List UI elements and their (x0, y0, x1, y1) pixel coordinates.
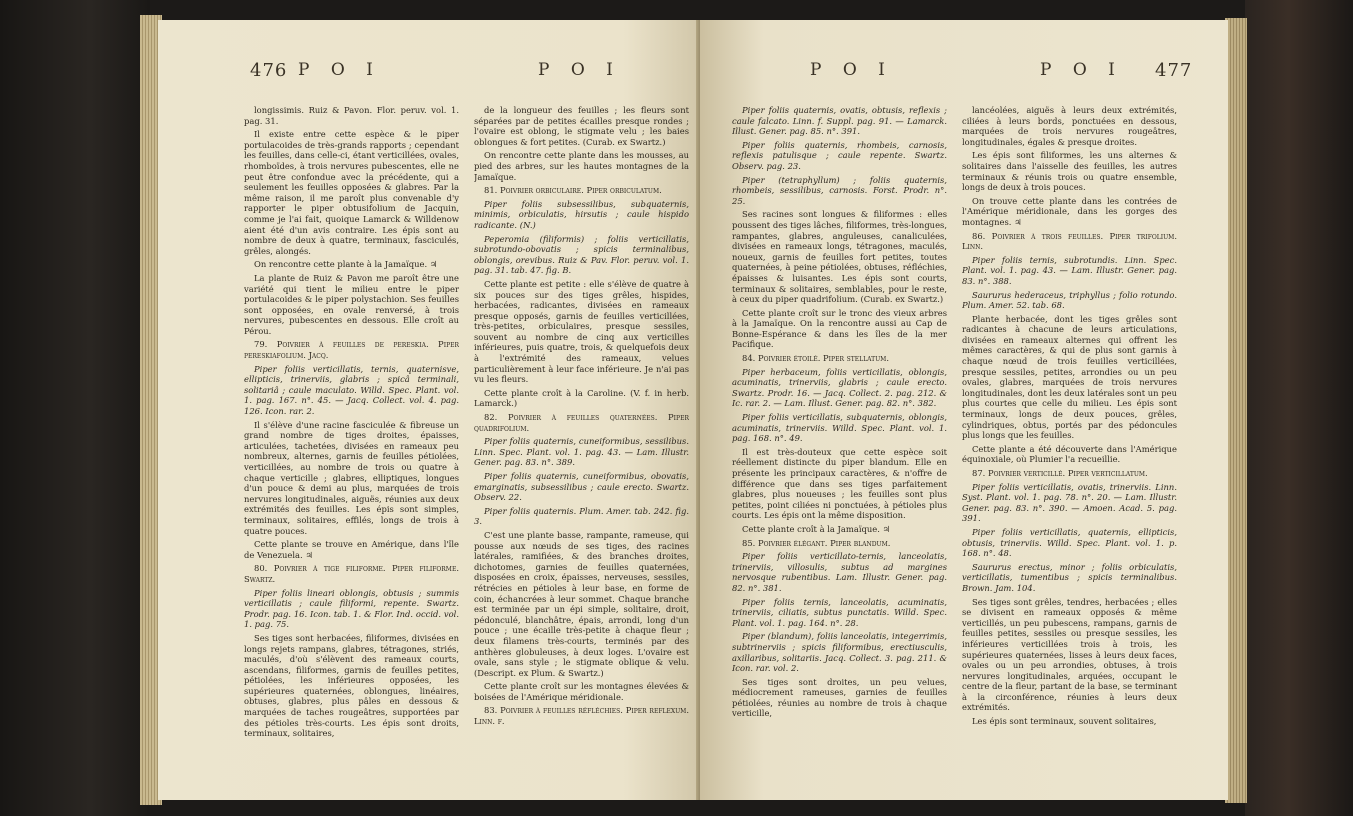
running-head-left-2: P O I (538, 60, 621, 80)
text-line: Ses tiges sont droites, un peu velues, médiocrement rameuses, garnies de feuilles pétiolées, réunies au nombre de trois à chaque verticille, (732, 676, 947, 719)
running-head-left-1: P O I (298, 60, 381, 80)
book-cover-left (0, 0, 150, 816)
text-line: Cette plante croît à la Caroline. (V. f. in herb. Lamarck.) (474, 387, 689, 409)
latin-diagnosis: Piper foliis quaternis, ovatis, obtusis, reflexis ; caule falcato. Linn. f. Suppl. pag. 91. — Lamarck. Illust. Gener. pag. 85. n°. 391. (732, 105, 947, 137)
left-page-column-2 (474, 105, 689, 805)
text-line: Ses tiges sont herbacées, filiformes, divisées en longs rejets rampans, glabres, tétragones, striés, maculés, d'où s'élèvent des rameaux courts, ascendans, filiformes, garnis de feuilles petites, pétiolées, les inférieures opposées, les supérieures quaternées, oblongues, linéaires, obtuses, glabres, plus pâles en dessous & marquées de taches rougeâtres, supportées par des pétioles très-courts. Les épis sont droits, terminaux, solitaires, (244, 632, 459, 739)
entry-heading: 85. Poivrier élégant. Piper blandum. (742, 537, 891, 548)
text-line: Cette plante croît à la Jamaïque. ♃ (742, 523, 891, 534)
page-number-right: 477 (1155, 60, 1193, 81)
text-line: Ses racines sont longues & filiformes : elles poussent des tiges lâches, filiformes, très-longues, rampantes, glabres, anguleuses, canaliculées, divisées en rameaux longs, tétragones, maculés, noueux, garnis de feuilles fort petites, toutes quaternées, à peine pétiolées, obtuses, réfléchies, épaisses & luisantes. Les épis sont courts, terminaux & solitaires, semblables, pour le reste, à ceux du piper quadrifolium. (Curab. ex Swartz.) (732, 209, 947, 305)
text-line: lancéolées, aiguës à leurs deux extrémités, ciliées à leurs bords, ponctuées en dessous, marquées de trois nervures rougeâtres, longitudinales, égales & presque droites. (962, 105, 1177, 147)
latin-diagnosis: Piper foliis quaternis, cuneiformibus, sessilibus. Linn. Spec. Plant. vol. 1. pag. 43. — Lam. Illustr. Gener. pag. 83. n°. 389. (474, 436, 689, 468)
entry-heading: 81. Poivrier orbiculaire. Piper orbiculatum. (484, 185, 662, 196)
latin-diagnosis: Piper foliis ternis, subrotundis. Linn. Spec. Plant. vol. 1. pag. 43. — Lam. Illustr. Gener. pag. 83. n°. 388. (962, 254, 1177, 286)
text-line: Plante herbacée, dont les tiges grêles sont radicantes à chacune de leurs articulations, divisées en rameaux alternes qui offrent les mêmes caractères, & qui de plus sont garnis à chaque nœud de trois feuilles verticillées, presque sessiles, petites, arrondies ou un peu ovales, glabres, marquées de trois nervures longitudinales, dont les deux latérales sont un peu plus courtes que celle du milieu. Les épis sont terminaux, longs de deux pouces, grêles, cylindriques, obtus, portés par des pédoncules plus longs que les feuilles. (962, 313, 1177, 441)
text-line: Cette plante croît sur le tronc des vieux arbres à la Jamaïque. On la rencontre aussi au Cap de Bonne-Espérance & dans les îles de la mer Pacifique. (732, 307, 947, 350)
right-page-column-1 (732, 105, 947, 805)
text-line: On trouve cette plante dans les contrées de l'Amérique méridionale, dans les gorges des montagnes. ♃ (962, 195, 1177, 227)
latin-diagnosis: Piper foliis verticillatis, quaternis, ellipticis, obtusis, trinerviis. Willd. Spec. Plant. vol. 1. p. 168. n°. 48. (962, 526, 1177, 559)
text-line: Cette plante a été découverte dans l'Amérique équinoxiale, où Plumier l'a recueillie. (962, 443, 1177, 465)
text-line: C'est une plante basse, rampante, rameuse, qui pousse aux nœuds de ses tiges, des racines latérales, ramifiées, & des branches droites, dichotomes, garnies de feuilles quaternées, disposées en croix, épaisses, nerveuses, sessiles, rétrécies en pétioles à leur base, en forme de coin, échancrées à leur sommet. Chaque branche est terminée par un épi simple, solitaire, droit, pédonculé, blanchâtre, épais, arrondi, long d'un pouce ; une écaille très-petite à chaque fleur ; deux filamens très-courts, terminés par des anthères globuleuses, à deux loges. L'ovaire est ovale, sans style ; le stigmate oblique & velu. (Descript. ex Plum. & Swartz.) (474, 529, 689, 678)
text-line: On rencontre cette plante dans les mousses, au pied des arbres, sur les hautes montagnes de la Jamaïque. (474, 150, 689, 182)
right-page (700, 20, 1228, 800)
text-line: Il s'élève d'une racine fasciculée & fibreuse un grand nombre de tiges droites, épaisses, articulées, tachetées, divisées en rameaux peu nombreux, alternes, garnis de feuilles pétiolées, verticillées, au nombre de trois ou quatre à chaque verticille ; glabres, elliptiques, longues d'un pouce & demi au plus, marquées de trois nervures longitudinales, aiguës, réunies aux deux extrémités des feuilles. Les épis sont simples, terminaux, solitaires, effilés, longs de trois à quatre pouces. (244, 419, 459, 536)
right-page-column-2 (962, 105, 1177, 805)
entry-heading: 83. Poivrier à feuilles réfléchies. Piper reflexum. Linn. f. (474, 705, 689, 727)
latin-diagnosis: Piper foliis verticillatis, subquaternis, oblongis, acuminatis, trinerviis. Willd. Spec. Plant. vol. 1. pag. 168. n°. 49. (732, 412, 947, 444)
text-line: de la longueur des feuilles ; les fleurs sont séparées par de petites écailles presque rondes ; l'ovaire est oblong, le stigmate velu ; les baies oblongues & fort petites. (Curab. ex Swartz.) (474, 105, 689, 147)
text-line: La plante de Ruiz & Pavon me paroît être une variété qui tient le milieu entre le piper portulacoides & le piper polystachion. Ses feuilles sont opposées, en ovale renversé, à trois nervures, pubescentes en dessous. Elle croît au Pérou. (244, 272, 459, 336)
book-cover-right (1245, 0, 1353, 816)
text-line: On rencontre cette plante à la Jamaïque. ♃ (254, 259, 438, 270)
entry-heading: 80. Poivrier à tige filiforme. Piper filiforme. Swartz. (244, 563, 459, 584)
latin-diagnosis: Piper herbaceum, foliis verticillatis, oblongis, acuminatis, trinerviis, glabris ; caule erecto. Swartz. Prodr. 16. — Jacq. Collect. 2. pag. 212. & Ic. rar. 2. — Lam. Illust. Gener. pag. 82. n°. 382. (732, 366, 947, 409)
latin-diagnosis: Piper foliis lineari oblongis, obtusis ; summis verticillatis ; caule filiformi, repente. Swartz. Prodr. pag. 16. Icon. tab. 1. & Flor. Ind. occid. vol. 1. pag. 75. (244, 587, 459, 630)
entry-heading: 82. Poivrier à feuilles quaternées. Piper quadrifolium. (474, 412, 689, 433)
latin-diagnosis: Peperomia (filiformis) ; foliis verticillatis, subrotundo-obovatis ; spicis terminalibus, oblongis, orevibus. Ruiz & Pav. Flor. peruv. vol. 1. pag. 31. tab. 47. fig. B. (474, 233, 689, 276)
left-page (158, 20, 706, 800)
latin-diagnosis: Piper foliis quaternis, rhombeis, carnosis, reflexis patulisque ; caule repente. Swartz. Observ. pag. 23. (732, 139, 947, 171)
text-line: Cette plante est petite : elle s'élève de quatre à six pouces sur des tiges grêles, hispides, herbacées, radicantes, divisées en rameaux presque opposés, garnis de feuilles verticillées, très-petites, orbiculaires, presque sessiles, souvent au nombre de cinq aux verticilles inférieures, puis quatre, trois, & quelquefois deux à l'extrémité des rameaux, velues particulièrement à leur face inférieure. Je n'ai pas vu les fleurs. (474, 278, 689, 385)
latin-diagnosis: Piper foliis ternis, lanceolatis, acuminatis, trinerviis, ciliatis, subtus punctatis. Willd. Spec. Plant. vol. 1. pag. 164. n°. 28. (732, 596, 947, 628)
entry-heading: 87. Poivrier verticillé. Piper verticillatum. (972, 468, 1148, 478)
page-edges-right (1225, 18, 1247, 803)
text-line: Cette plante croît sur les montagnes élevées & boisées de l'Amérique méridionale. (474, 681, 689, 702)
latin-diagnosis: Piper foliis verticillatis, ovatis, trinerviis. Linn. Syst. Plant. vol. 1. pag. 78. n°. 20. — Lam. Illustr. Gener. pag. 83. n°. 390. — Amoen. Acad. 5. pag. 391. (962, 481, 1177, 524)
latin-diagnosis: Piper foliis quaternis. Plum. Amer. tab. 242. fig. 3. (474, 505, 689, 527)
left-page-column-1 (244, 105, 459, 805)
latin-diagnosis: Saururus erectus, minor ; foliis orbiculatis, verticillatis, tumentibus ; spicis terminalibus. Brown. Jam. 104. (962, 561, 1177, 593)
entry-heading: 79. Poivrier à feuilles de pereskia. Piper pereskiafolium. Jacq. (244, 339, 459, 361)
latin-diagnosis: Piper (tetraphyllum) ; foliis quaternis, rhombeis, sessilibus, carnosis. Forst. Prodr. n°. 25. (732, 174, 947, 206)
entry-heading: 86. Poivrier à trois feuilles. Piper trifolium. Linn. (962, 230, 1177, 252)
text-line: Cette plante se trouve en Amérique, dans l'île de Venezuela. ♃ (244, 539, 459, 560)
text-line: Les épis sont terminaux, souvent solitaires, (972, 716, 1157, 727)
running-head-right-2: P O I (1040, 60, 1123, 80)
latin-diagnosis: Piper (blandum), foliis lanceolatis, integerrimis, subtrinerviis ; spicis filiformibus, erectiusculis, axillaribus, solitariis. Jacq. Collect. 3. pag. 211. & Icon. rar. vol. 2. (732, 631, 947, 674)
entry-heading: 84. Poivrier étoilé. Piper stellatum. (742, 353, 889, 364)
latin-diagnosis: Saururus hederaceus, triphyllus ; folio rotundo. Plum. Amer. 52. tab. 68. (962, 289, 1177, 311)
latin-diagnosis: Piper foliis subsessilibus, subquaternis, minimis, orbiculatis, hirsutis ; caule hispido radicante. (N.) (474, 198, 689, 230)
text-line: longissimis. Ruiz & Pavon. Flor. peruv. vol. 1. pag. 31. (244, 105, 459, 126)
text-line: Il existe entre cette espèce & le piper portulacoides de très-grands rapports ; cependant les feuilles, dans celle-ci, étant verticillées, ovales, rhomboïdes, à trois nervures pubescentes, elle ne peut être confondue avec la précédente, qui a seulement les feuilles opposées & glabres. Par la même raison, il me paroît plus convenable d'y rapporter le piper obtusifolium de Jacquin, comme je l'ai fait, quoique Lamarck & Willdenow aient été d'un avis contraire. Les épis sont au nombre de deux à quatre, terminaux, fasciculés, grêles, alongés. (244, 129, 459, 256)
latin-diagnosis: Piper foliis quaternis, cuneiformibus, obovatis, emarginatis, subsessilibus ; caule erecto. Swartz. Observ. 22. (474, 471, 689, 503)
latin-diagnosis: Piper foliis verticillato-ternis, lanceolatis, trinerviis, villosulis, subtus ad margines nervosque rubentibus. Lam. Illustr. Gener. pag. 82. n°. 381. (732, 551, 947, 593)
text-line: Les épis sont filiformes, les uns alternes & solitaires dans l'aisselle des feuilles, les autres terminaux & réunis trois ou quatre ensemble, longs de deux à trois pouces. (962, 150, 1177, 193)
page-number-left: 476 (250, 60, 288, 81)
latin-diagnosis: Piper foliis verticillatis, ternis, quaternisve, ellipticis, trinerviis, glabris ; spicâ terminali, solitariâ ; caule maculato. Willd. Spec. Plant. vol. 1. pag. 167. n°. 45. — Jacq. Collect. vol. 4. pag. 126. Icon. rar. 2. (244, 363, 459, 417)
text-line: Ses tiges sont grêles, tendres, herbacées ; elles se divisent en rameaux opposés & même verticillés, un peu pubescens, rampans, garnis de feuilles petites, sessiles ou presque sessiles, les inférieures verticillées trois à trois, les supérieures quaternées, lisses à leurs deux faces, ovales ou un peu arrondies, obtuses, à trois nervures longitudinales, arquées, occupant le centre de la fleur, partant de la base, se terminant à la circonférence, réunies à leurs deux extrémités. (962, 596, 1177, 713)
text-line: Il est très-douteux que cette espèce soit réellement distincte du piper blandum. Elle en présente les principaux caractères, & n'offre de différence que dans ses tiges parfaitement glabres, plus noueuses ; les feuilles sont plus petites, point ciliées ni ponctuées, à pétioles plus courts. Les épis ont la même disposition. (732, 446, 947, 521)
running-head-right-1: P O I (810, 60, 893, 80)
